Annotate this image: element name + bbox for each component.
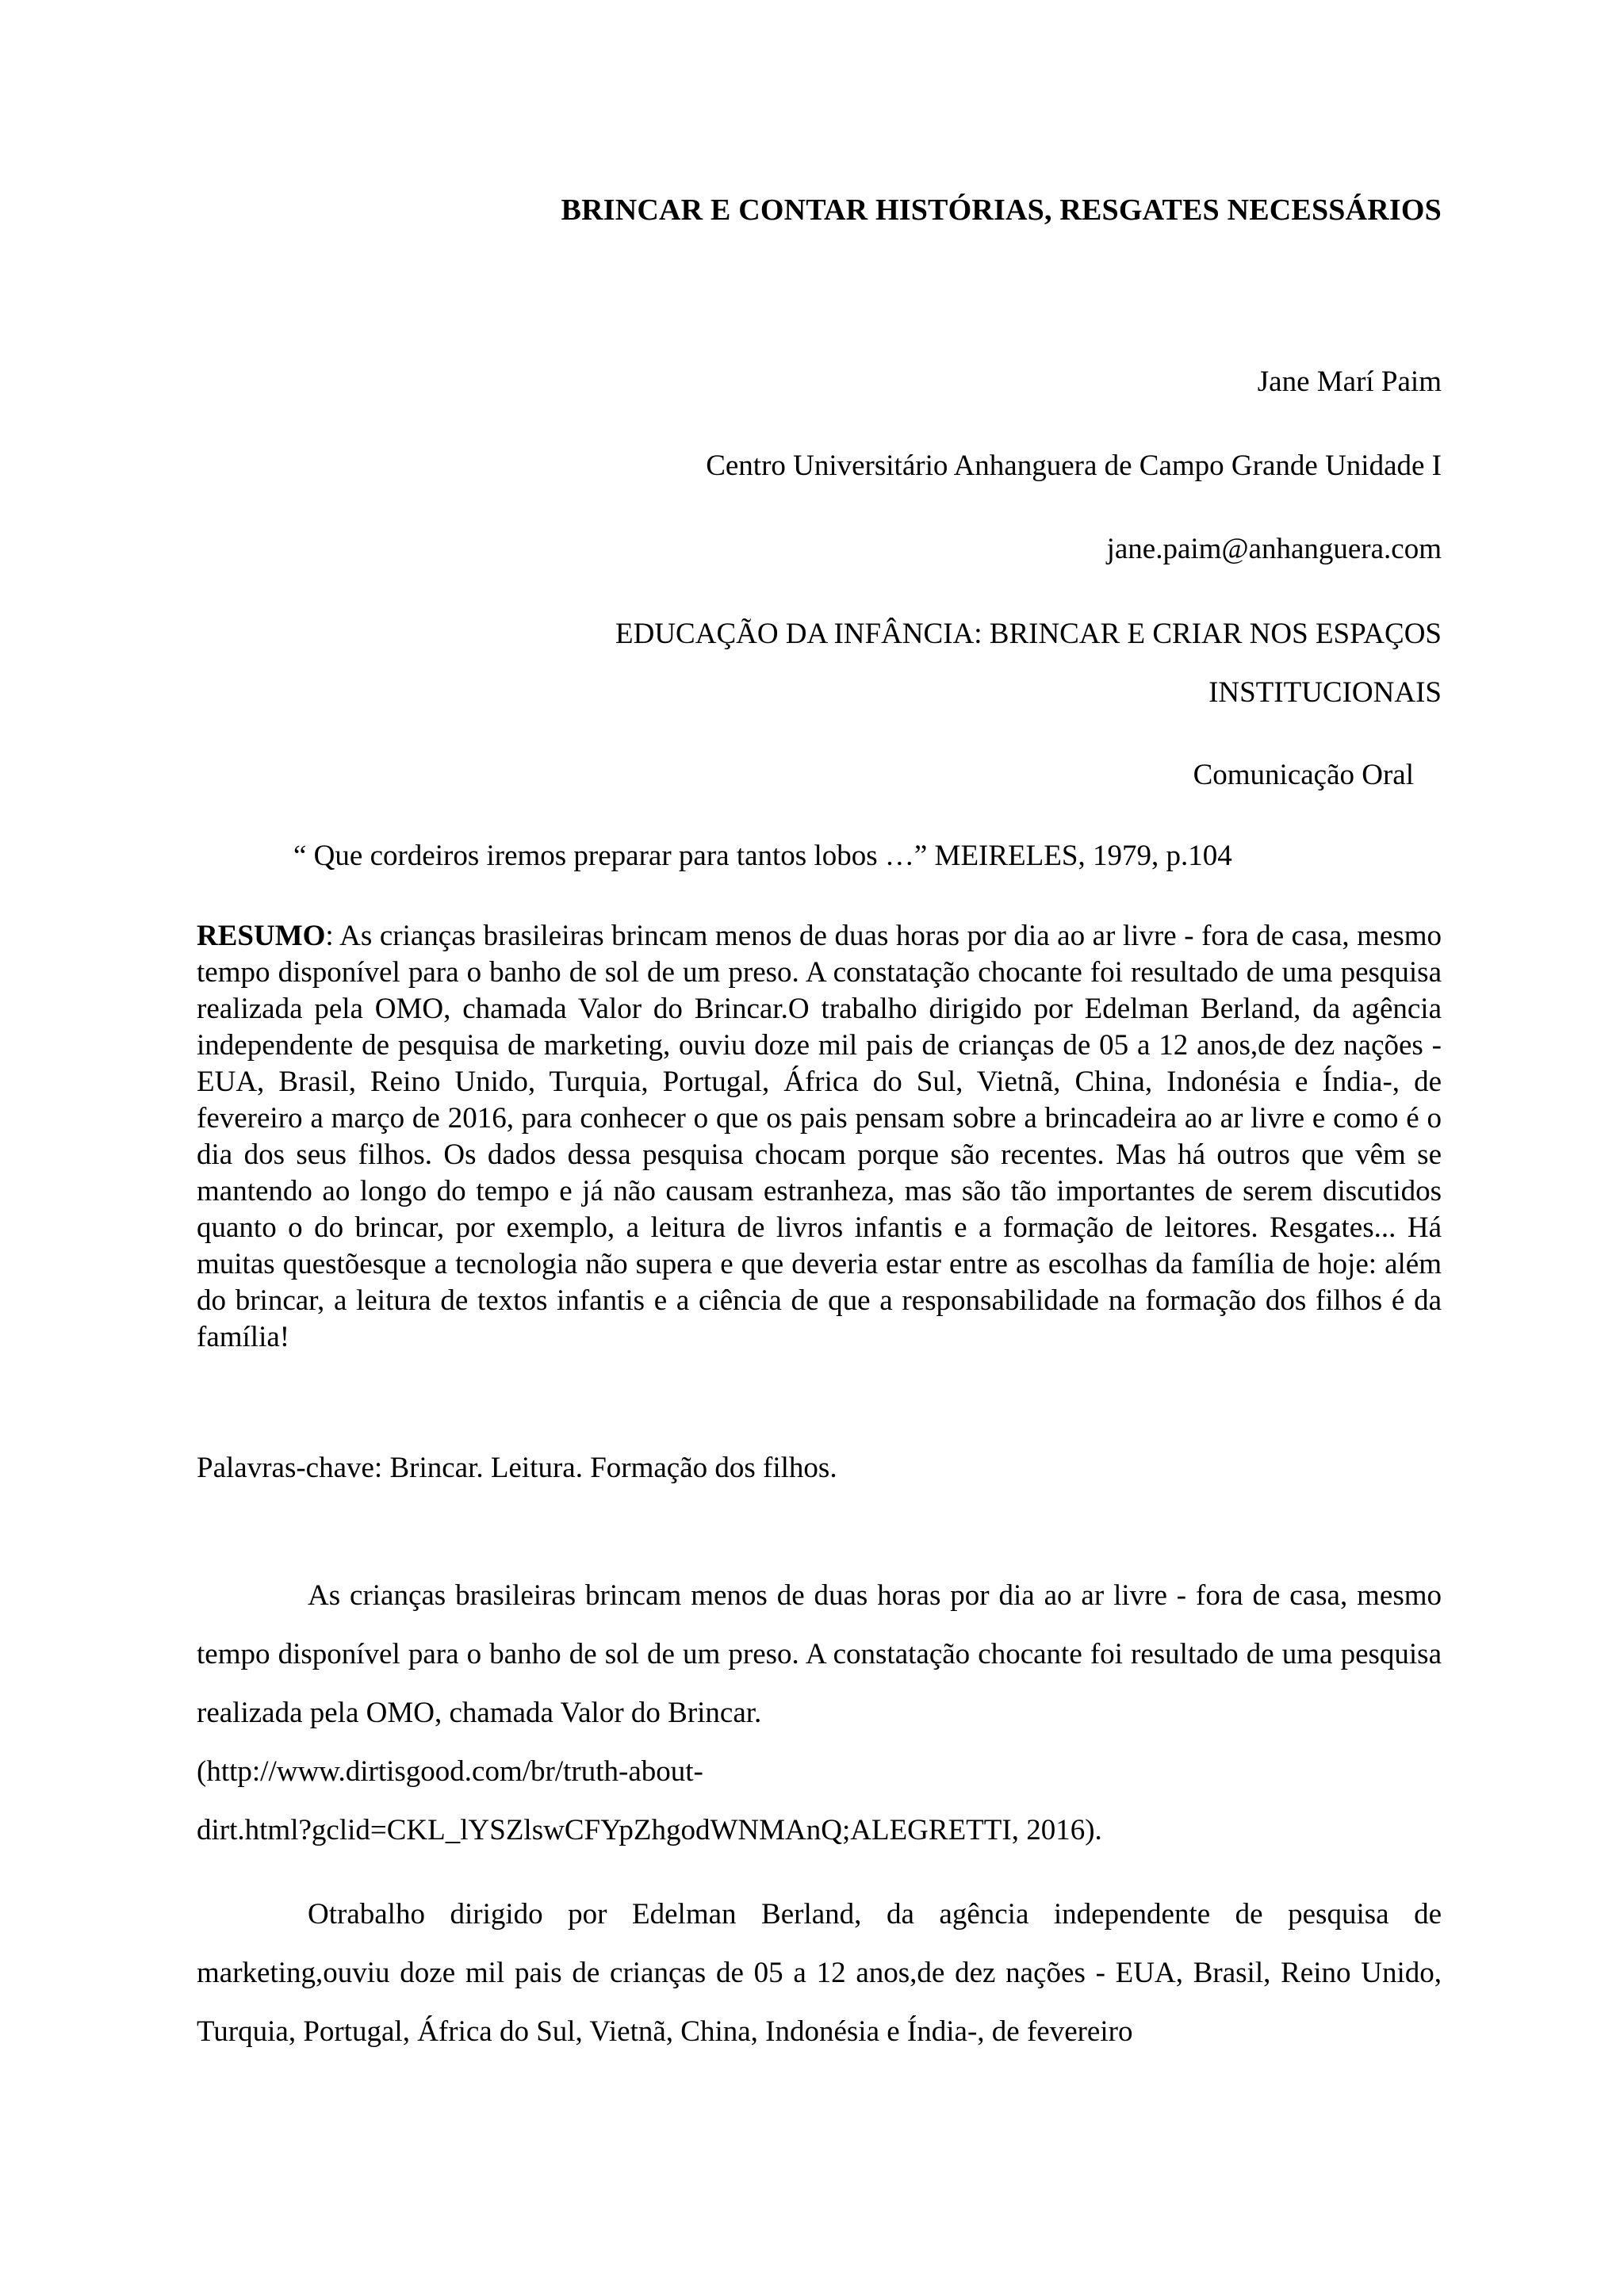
author-email: jane.paim@anhanguera.com: [1106, 533, 1442, 565]
body-paragraph-2: [197, 1885, 1442, 2061]
body-paragraph-1: [197, 1567, 1442, 1860]
abstract-label: RESUMO: [197, 920, 326, 952]
presentation-type: Comunicação Oral: [1193, 759, 1414, 791]
author-name: Jane Marí Paim: [1257, 365, 1442, 398]
author-institution: Centro Universitário Anhanguera de Campo Grande Unidade I: [706, 450, 1442, 482]
citation-url-line-2: dirt.html?gclid=CKL_lYSZlswCFYpZhgodWNMAnQ;ALEGRETTI, 2016).: [197, 1814, 1102, 1846]
body-paragraph-1-text: As crianças brasileiras brincam menos de duas horas por dia ao ar livre - fora de casa, mesmo tempo disponível para o banho de sol de um preso. A constatação chocante foi resultado de uma pesquisa realizada pela OMO, chamada Valor do Brincar.: [197, 1579, 1442, 1729]
citation-url-line-1: (http://www.dirtisgood.com/br/truth-about-: [197, 1755, 703, 1788]
theme-line-2: INSTITUCIONAIS: [1208, 676, 1442, 709]
abstract: [197, 918, 1442, 1356]
body-paragraph-2-text: Otrabalho dirigido por Edelman Berland, da agência independente de pesquisa de marketing,ouviu doze mil pais de crianças de 05 a 12 anos,de dez nações - EUA, Brasil, Reino Unido, Turquia, Portugal, África do Sul, Vietnã, China, Indonésia e Índia-, de fevereiro: [197, 1898, 1442, 2048]
abstract-text: : As crianças brasileiras brincam menos de duas horas por dia ao ar livre - fora de casa, mesmo tempo disponível para o banho de sol de um preso. A constatação chocante foi resultado de uma pesquisa realizada pela OMO, chamada Valor do Brincar.O trabalho dirigido por Edelman Berland, da agência independente de pesquisa de marketing, ouviu doze mil pais de crianças de 05 a 12 anos,de dez nações - EUA, Brasil, Reino Unido, Turquia, Portugal, África do Sul, Vietnã, China, Indonésia e Índia-, de fevereiro a março de 2016, para conhecer o que os pais pensam sobre a brincadeira ao ar livre e como é o dia dos seus filhos. Os dados dessa pesquisa chocam porque são recentes. Mas há outros que vêm se mantendo ao longo do tempo e já não causam estranheza, mas são tão importantes de serem discutidos quanto o do brincar, por exemplo, a leitura de livros infantis e a formação de leitores. Resgates... Há muitas questõesque a tecnologia não supera e que deveria estar entre as escolhas da família de hoje: além do brincar, a leitura de textos infantis e a ciência de que a responsabilidade na formação dos filhos é da família!: [197, 920, 1442, 1353]
theme-line-1: EDUCAÇÃO DA INFÂNCIA: BRINCAR E CRIAR NOS ESPAÇOS: [615, 618, 1442, 650]
epigraph: “ Que cordeiros iremos preparar para tantos lobos …” MEIRELES, 1979, p.104: [293, 840, 1232, 872]
keywords: Palavras-chave: Brincar. Leitura. Formação dos filhos.: [197, 1452, 837, 1484]
paper-title: BRINCAR E CONTAR HISTÓRIAS, RESGATES NECESSÁRIOS: [561, 193, 1442, 227]
